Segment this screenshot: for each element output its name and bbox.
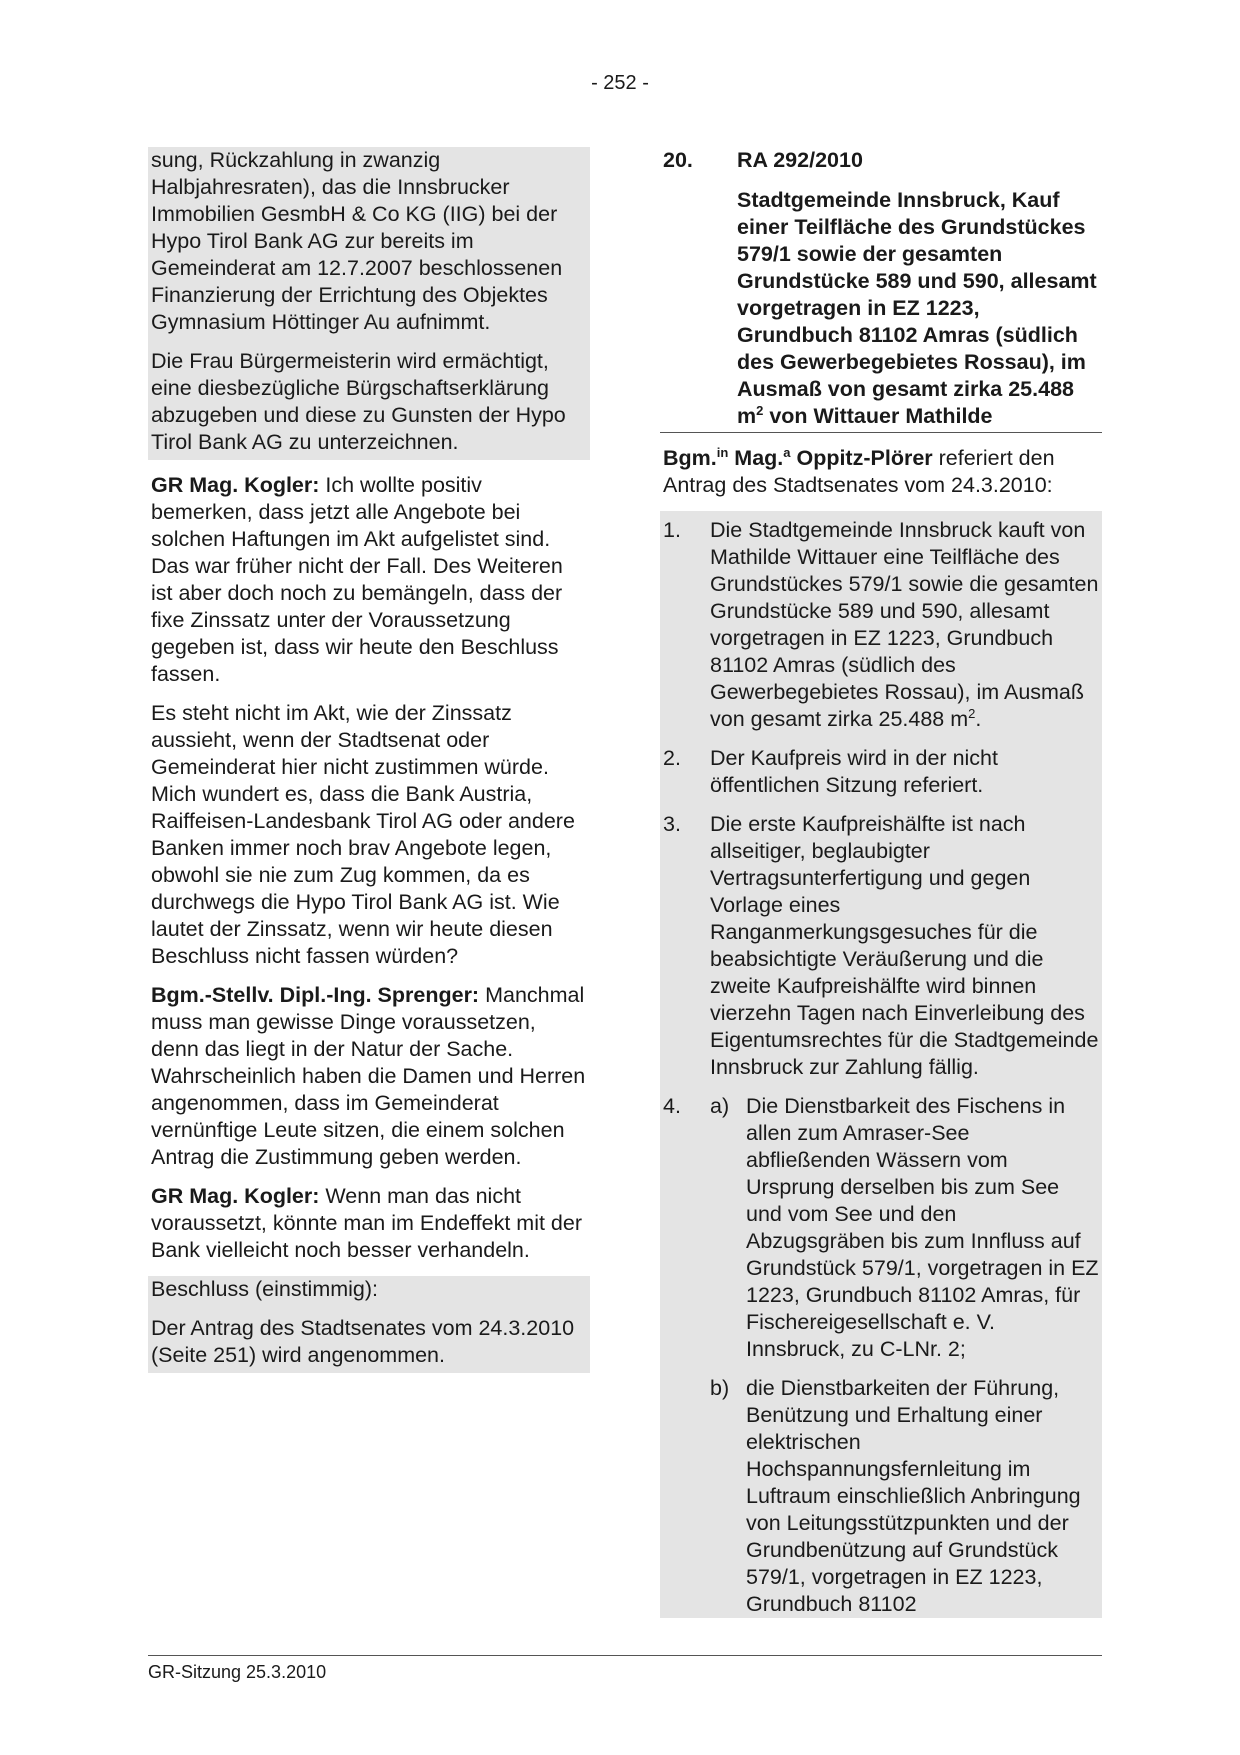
- agenda-intro: Bgm.$^{in}$ Mag.$^a$ Oppitz-Plörer referiert den Antrag des Stadtsenates vom 24.3.2010:: [663, 444, 1055, 497]
- speaker-name: GR Mag. Kogler:: [151, 473, 320, 497]
- list-item: 3. Die erste Kaufpreishälfte ist nach allseitiger, beglaubigter Vertragsunterfertigung und gegen Vorlage eines Ranganmerkungsgesuches für die beabsichtigte Veräußerung und die zweite Kaufpreishälfte wird binnen vierzehn Tagen nach Einverleibung des Eigentumsrechtes für die Stadtgemeinde Innsbruck zur Zahlung fällig.: [663, 812, 1099, 1079]
- list-item: 2. Der Kaufpreis wird in der nicht öffentlichen Sitzung referiert.: [663, 746, 998, 797]
- motion-text-continued: sung, Rückzahlung in zwanzig Halbjahresraten), das die Innsbrucker Immobilien GesmbH & Co KG (IIG) bei der Hypo Tirol Bank AG zur bereits im Gemeinderat am 12.7.2007 beschlossenen Finanzierung der Errichtung des Objektes Gymnasium Höttinger Au aufnimmt.: [148, 147, 590, 348]
- speech-text: Ich wollte positiv bemerken, dass jetzt alle Angebote bei solchen Haftungen im Akt aufgelistet sind. Das war früher nicht der Fall. Des Weiteren ist aber doch noch zu bemängeln, dass der fixe Zinssatz unter der Voraussetzung gegeben ist, dass wir heute den Beschluss fassen.: [151, 473, 563, 686]
- speech-kogler-1-continued: Es steht nicht im Akt, wie der Zinssatz aussieht, wenn der Stadtsenat oder Gemeinderat hier nicht zustimmen würde. Mich wundert es, dass die Bank Austria, Raiffeisen-Landesbank Tirol AG oder andere Banken immer noch brav Angebote legen, obwohl sie nie zum Zug kommen, da es durchwegs die Hypo Tirol Bank AG ist. Wie lautet der Zinssatz, wenn wir heute diesen Beschluss nicht fassen würden?: [151, 701, 575, 968]
- agenda-item-title: Stadtgemeinde Innsbruck, Kauf einer Teilfläche des Grundstückes 579/1 sowie der gesamten Grundstücke 589 und 590, allesamt vorgetragen in EZ 1223, Grundbuch 81102 Amras (südlich des Gewerbegebietes Rossau), im Ausmaß von gesamt zirka 25.488 $m^2$ von Wittauer Mathilde: [737, 188, 1097, 428]
- motion-list: [660, 511, 1102, 1618]
- sub-item-a: a) Die Dienstbarkeit des Fischens in allen zum Amraser-See abfließenden Wässern vom Ursprung derselben bis zum See und vom See und den Abzugsgräben bis zum Innfluss auf Grundstück 579/1, vorgetragen in EZ 1223, Grundbuch 81102 Amras, für Fischereigesellschaft e. V. Innsbruck, zu C-LNr. 2;: [710, 1094, 1099, 1361]
- left-column: [148, 147, 590, 1385]
- list-item: 4. a) Die Dienstbarkeit des Fischens in allen zum Amraser-See abfließenden Wässern vom Ursprung derselben bis zum See und vom See und den Abzugsgräben bis zum Innfluss auf Grundstück 579/1, vorgetragen in EZ 1223, Grundbuch 81102 Amras, für Fischereigesellschaft e. V. Innsbruck, zu C-LNr. 2; b) die Dienstbarkeiten der Führung, Benützung und Erhaltung einer elektrischen Hochspannungsfernleitung im Luftraum einschließlich Anbringung von Leitungsstützpunkten und der Grundbenützung auf Grundstück 579/1, vorgetragen in EZ 1223, Grundbuch 81102: [663, 1094, 1099, 1616]
- speech-sprenger: [148, 982, 590, 1171]
- speech-kogler-2: [148, 1183, 590, 1264]
- agenda-item-ref: RA 292/2010: [737, 148, 863, 172]
- decision-text: Der Antrag des Stadtsenates vom 24.3.2010 (Seite 251) wird angenommen.: [148, 1315, 590, 1373]
- speaker-name: Bgm.-Stellv. Dipl.-Ing. Sprenger:: [151, 983, 480, 1007]
- speech-text: Manchmal muss man gewisse Dinge voraussetzen, denn das liegt in der Natur der Sache. Wahrscheinlich haben die Damen und Herren angenommen, dass im Gemeinderat vernünftige Leute sitzen, die einem solchen Antrag die Zustimmung geben werden.: [151, 983, 586, 1169]
- speaker-name: GR Mag. Kogler:: [151, 1184, 320, 1208]
- speech-kogler-1: [148, 472, 590, 688]
- title-divider: [660, 432, 1102, 433]
- speech-text: Wenn man das nicht voraussetzt, könnte man im Endeffekt mit der Bank vielleicht noch besser verhandeln.: [151, 1184, 582, 1262]
- footer: GR-Sitzung 25.3.2010: [148, 1655, 1102, 1683]
- right-column: [660, 147, 1102, 1630]
- agenda-item-header: [660, 147, 1102, 174]
- list-item: 1. Die Stadtgemeinde Innsbruck kauft von Mathilde Wittauer eine Teilfläche des Grundstückes 579/1 sowie die gesamten Grundstücke 589 und 590, allesamt vorgetragen in EZ 1223, Grundbuch 81102 Amras (südlich des Gewerbegebietes Rossau), im Ausmaß von gesamt zirka 25.488 $m^2$.: [663, 518, 1099, 731]
- sub-item-b: b) die Dienstbarkeiten der Führung, Benützung und Erhaltung einer elektrischen Hochspannungsfernleitung im Luftraum einschließlich Anbringung von Leitungsstützpunkten und der Grundbenützung auf Grundstück 579/1, vorgetragen in EZ 1223, Grundbuch 81102: [710, 1376, 1081, 1616]
- page-number: - 252 -: [591, 72, 649, 94]
- decision-label: Beschluss (einstimmig):: [148, 1276, 590, 1315]
- agenda-item-number: 20.: [663, 148, 693, 172]
- motion-authorization: Die Frau Bürgermeisterin wird ermächtigt, eine diesbezügliche Bürgschaftserklärung abzugeben und diese zu Gunsten der Hypo Tirol Bank AG zu unterzeichnen.: [148, 348, 590, 460]
